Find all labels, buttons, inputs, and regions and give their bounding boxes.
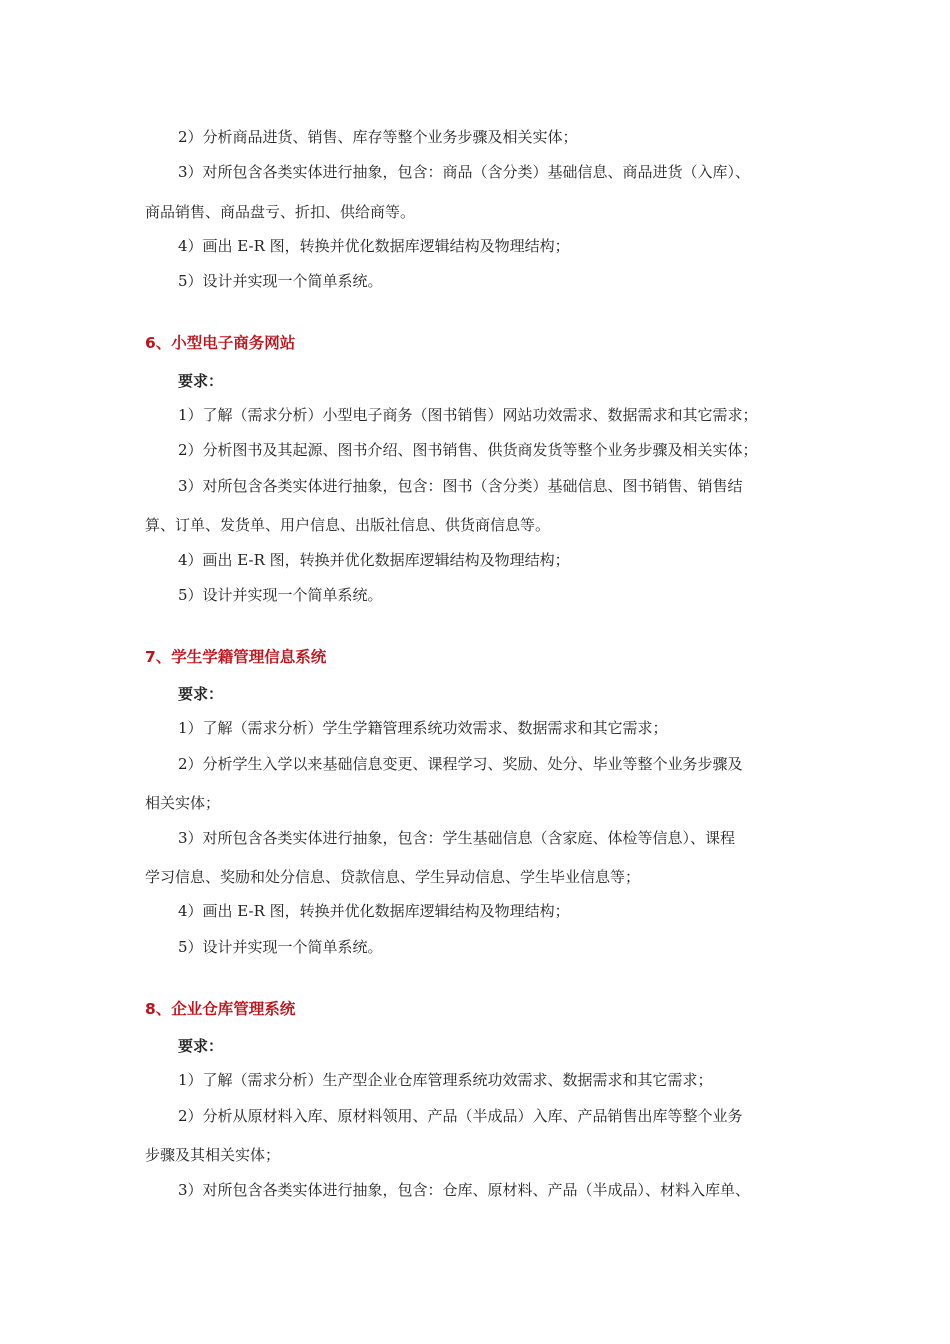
paragraph: 3）对所包含各类实体进行抽象，包含：学生基础信息（含家庭、体检等信息）、课程 xyxy=(178,829,736,847)
requirement-label: 要求： xyxy=(178,685,224,703)
paragraph-continuation: 相关实体； xyxy=(145,794,221,812)
paragraph: 2）分析图书及其起源、图书介绍、图书销售、供货商发货等整个业务步骤及相关实体； xyxy=(178,441,758,459)
paragraph-continuation: 算、订单、发货单、用户信息、出版社信息、供货商信息等。 xyxy=(145,516,551,534)
paragraph: 1）了解（需求分析）学生学籍管理系统功效需求、数据需求和其它需求； xyxy=(178,719,668,737)
paragraph: 3）对所包含各类实体进行抽象，包含：仓库、原材料、产品（半成品）、材料入库单、 xyxy=(178,1181,751,1199)
paragraph: 5）设计并实现一个简单系统。 xyxy=(178,586,383,604)
paragraph: 1）了解（需求分析）生产型企业仓库管理系统功效需求、数据需求和其它需求； xyxy=(178,1071,713,1089)
paragraph: 2）分析商品进货、销售、库存等整个业务步骤及相关实体； xyxy=(178,128,578,146)
paragraph: 2）分析学生入学以来基础信息变更、课程学习、奖励、处分、毕业等整个业务步骤及 xyxy=(178,755,743,773)
section-heading-7: 7、学生学籍管理信息系统 xyxy=(145,648,327,666)
paragraph: 5）设计并实现一个简单系统。 xyxy=(178,938,383,956)
paragraph-continuation: 学习信息、奖励和处分信息、贷款信息、学生异动信息、学生毕业信息等； xyxy=(145,868,641,886)
paragraph: 4）画出 E-R 图，转换并优化数据库逻辑结构及物理结构； xyxy=(178,902,570,920)
paragraph: 3）对所包含各类实体进行抽象，包含：图书（含分类）基础信息、图书销售、销售结 xyxy=(178,477,743,495)
paragraph: 4）画出 E-R 图，转换并优化数据库逻辑结构及物理结构； xyxy=(178,237,570,255)
paragraph: 5）设计并实现一个简单系统。 xyxy=(178,272,383,290)
section-heading-8: 8、企业仓库管理系统 xyxy=(145,1000,296,1018)
paragraph: 4）画出 E-R 图，转换并优化数据库逻辑结构及物理结构； xyxy=(178,551,570,569)
paragraph: 1）了解（需求分析）小型电子商务（图书销售）网站功效需求、数据需求和其它需求； xyxy=(178,406,758,424)
paragraph: 3）对所包含各类实体进行抽象，包含：商品（含分类）基础信息、商品进货（入库）、 xyxy=(178,163,751,181)
section-heading-6: 6、小型电子商务网站 xyxy=(145,334,296,352)
paragraph-continuation: 商品销售、商品盘亏、折扣、供给商等。 xyxy=(145,203,416,221)
paragraph-continuation: 步骤及其相关实体； xyxy=(145,1146,281,1164)
paragraph: 2）分析从原材料入库、原材料领用、产品（半成品）入库、产品销售出库等整个业务 xyxy=(178,1107,743,1125)
requirement-label: 要求： xyxy=(178,1037,224,1055)
requirement-label: 要求： xyxy=(178,372,224,390)
